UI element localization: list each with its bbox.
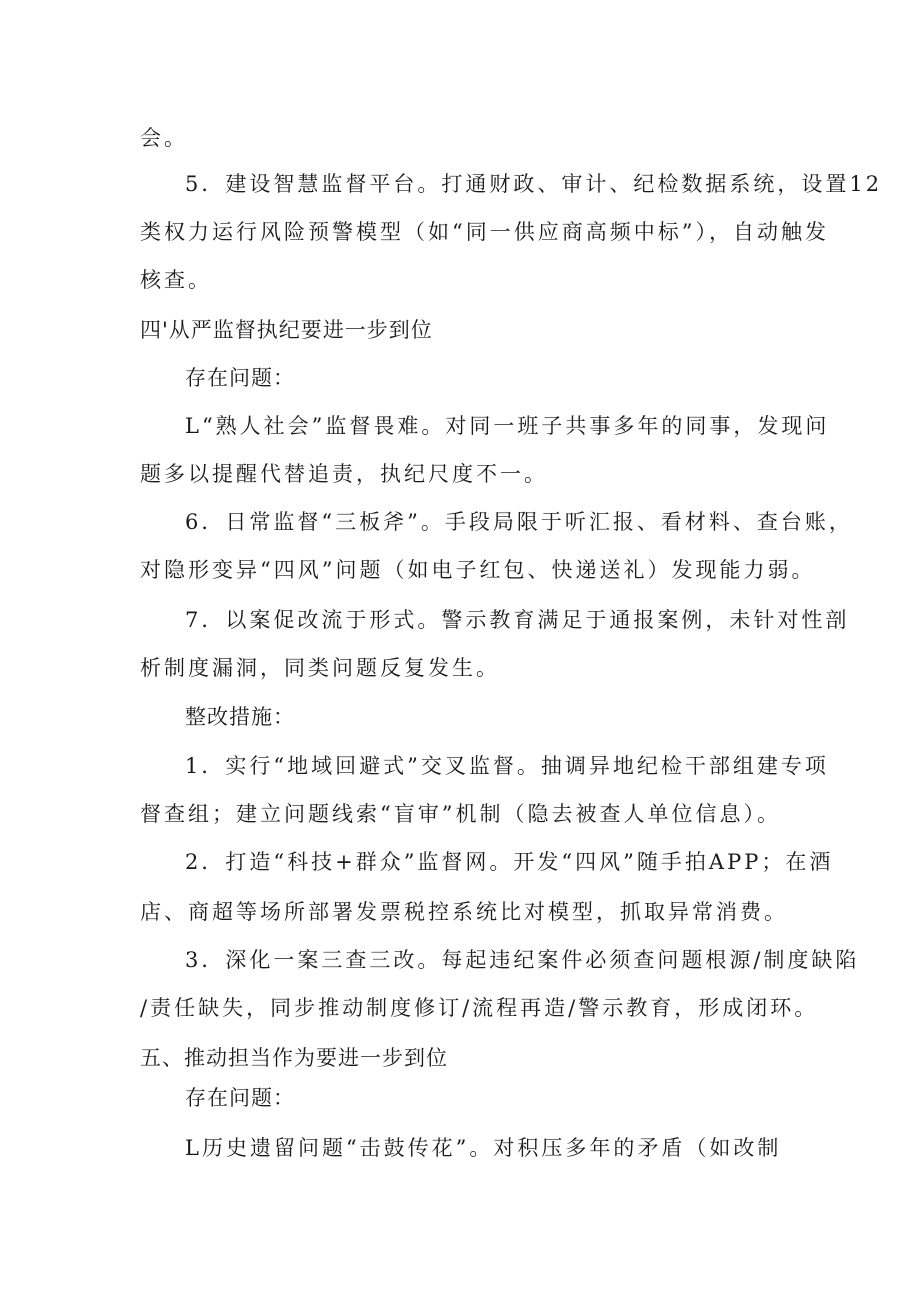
measure-5-line-3: 核查。 bbox=[140, 268, 212, 292]
problem-3-line-2: 析制度漏洞，同类问题反复发生。 bbox=[140, 656, 500, 680]
measure-1-line-2: 督查组；建立问题线索“盲审”机制（隐去被查人单位信息）。 bbox=[140, 802, 781, 826]
measure-3-line-1: 3．深化一案三查三改。每起违纪案件必须查问题根源/制度缺陷 bbox=[185, 948, 860, 972]
problem-2-line-2: 对隐形变异“四风”问题（如电子红包、快递送礼）发现能力弱。 bbox=[140, 558, 816, 582]
measure-5-line-2: 类权力运行风险预警模型（如“同一供应商高频中标”），自动触发 bbox=[140, 220, 829, 244]
measure-3-line-2: /责任缺失，同步推动制度修订/流程再造/警示教育，形成闭环。 bbox=[140, 996, 819, 1020]
paragraph-tail-line: 会。 bbox=[140, 126, 188, 150]
measure-5-line-1: 5．建设智慧监督平台。打通财政、审计、纪检数据系统，设置12 bbox=[185, 172, 883, 196]
problems-subheading-2: 存在问题： bbox=[185, 1086, 295, 1110]
problems-subheading: 存在问题： bbox=[185, 366, 295, 390]
problem-4-line-1: L历史遗留问题“击鼓传花”。对积压多年的矛盾（如改制 bbox=[185, 1136, 782, 1160]
problem-1-line-1: L“熟人社会”监督畏难。对同一班子共事多年的同事，发现问 bbox=[185, 414, 830, 438]
measure-2-line-2: 店、商超等场所部署发票税控系统比对模型，抓取异常消费。 bbox=[140, 900, 788, 924]
problem-1-line-2: 题多以提醒代替追责，执纪尺度不一。 bbox=[140, 462, 548, 486]
problem-2-line-1: 6．日常监督“三板斧”。手段局限于听汇报、看材料、查台账， bbox=[185, 510, 853, 534]
measure-1-line-1: 1．实行“地域回避式”交叉监督。抽调异地纪检干部组建专项 bbox=[185, 754, 829, 778]
section-four-heading: 四'从严监督执纪要进一步到位 bbox=[140, 318, 433, 342]
measures-subheading: 整改措施： bbox=[185, 705, 295, 729]
measure-2-line-1: 2．打造“科技+群众”监督网。开发“四风”随手拍APP；在酒 bbox=[185, 850, 834, 874]
section-five-heading: 五、推动担当作为要进一步到位 bbox=[140, 1046, 448, 1070]
problem-3-line-1: 7．以案促改流于形式。警示教育满足于通报案例，未针对性剖 bbox=[185, 608, 850, 632]
